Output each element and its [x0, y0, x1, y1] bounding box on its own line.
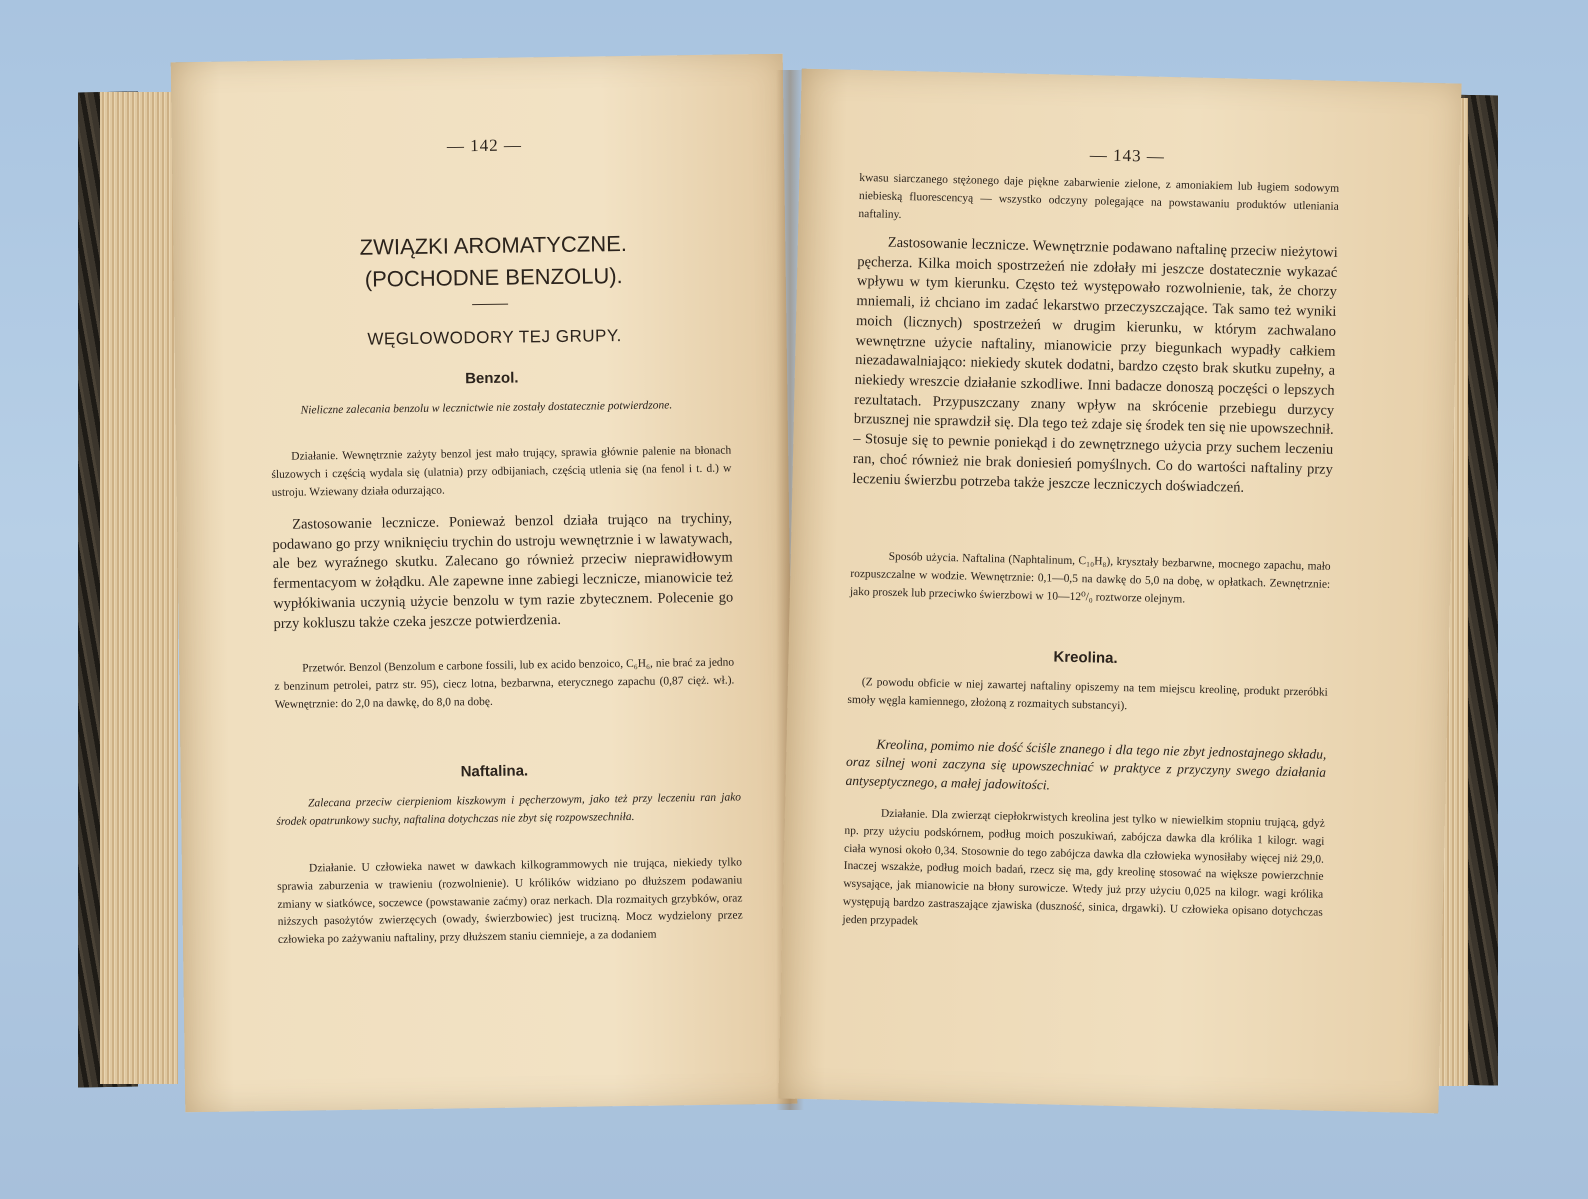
kreolina-intro: Kreolina, pomimo nie dość ściśle znanego i dla tego nie zbyt jednostajnego składu, oraz silnej woni zaczyna się upowszechniać w praktyce z przyczyny swego działania antyseptycznego, a małej jadowitości.	[845, 736, 1327, 793]
section-heading-naftalina: Naftalina.	[460, 762, 529, 781]
benzol-zastosowanie: Zastosowanie lecznicze. Ponieważ benzol działa trująco na trychiny, podawano go przy wniknięciu trychin do ustroju wewnętrznie i w lawatywach, ale bez wyraźnego skutku. Zalecano go również przeciw nieprawidłowym fermentacyom w żołądku. Ale zapewne inne zabiegi lecznicze, mianowicie też wypłókiwania uczynią użycie benzolu w tym razie zbytecznem. Polecenie go przy kokluszu także czeka jeszcze potwierdzenia.	[272, 510, 734, 632]
naftalina-zastosowanie: Zastosowanie lecznicze. Wewnętrznie podawano naftalinę przeciw nieżytowi pęcherza. Kilka moich spostrzeżeń nie zdołały mi jeszcze dostatecznie wykazać wpływu w tym kierunku. Często też występowało rozwolnienie, tak, że chorzy mniemali, iż chciano im zadać lekarstwo przeczyszczające. Tak samo też wyniki moich (licznych) spostrzeżeń w drugim kierunku, w którym zachwalano wewnętrzne użycie naftaliny, mianowicie przy biegunkach wypadły całkiem niezadawalniająco: niekiedy skutek dodatni, bardzo często brak skutku zupełny, a niekiedy wreszcie działanie szkodliwe. Inni badacze donoszą poczęści o lepszych rezultatach. Przypuszczany znany wpływ na skrócenie przebiegu durzycy brzusznej nie sprawdził się. Dla tego też zdaje się środek ten się nie upowszechnił. – Stosuje się to pewnie poniekąd i do zewnętrznego użycia przy suchem leczeniu ran, choć również nie brak doniesień pomyślnych. Co do wartości naftaliny przy leczeniu świerzbu potrzeba także jeszcze leczniczych doświadczeń.	[852, 234, 1338, 496]
benzol-dzialanie: Działanie. Wewnętrznie zażyty benzol jest mało trujący, sprawia głównie palenie na błonach śluzowych i częścią wydala się (ulatnia) przy odbijaniach, częścią utlenia się (na fenol i t. d.) w ustroju. Wziewany działa odurzająco.	[271, 444, 732, 499]
chapter-title-line2: (POCHODNE BENZOLU).	[364, 262, 623, 292]
naftalina-intro: Zalecana przeciw cierpieniom kiszkowym i pęcherzowym, jako też przy leczeniu ran jako środek opatrunkowy suchy, naftalina dotychczas nie zbyt się rozpowszechniła.	[276, 791, 742, 828]
naftalina-sposob-uzycia: Sposób użycia. Naftalina (Naphtalinum, C₁₀H₈), kryształy bezbarwne, mocnego zapachu, mało rozpuszczalne w wodzie. Wewnętrznie: 0,1—0,5 na dawkę do 5,0 na dobę, w opłatkach. Zewnętrznie: jako proszek lub przeciwko świerzbowi w 10—12⁰/₀ roztworze olejnym.	[849, 550, 1331, 606]
chapter-title	[293, 227, 694, 296]
kreolina-dzialanie: Działanie. Dla zwierząt ciepłokrwistych kreolina jest tylko w niewielkim stopniu trującą, gdyż np. przy użyciu podskórnem, podług moich poszukiwań, zabójcza dawka dla królika 1 kilogr. wagi ciała wynosi około 0,34. Stosownie do tego zabójcza dawka dla człowieka wynosiłaby więcej niż 29,0. Inaczej wszakże, podług moich badań, rzecz się ma, gdy kreolinę stosować na większe powierzchnie wsysające, jak mianowicie na błony surowicze. Wtedy już przy użyciu 0,025 na kilogr. wagi królika występują bardzo zastraszające zjawiska (duszność, sinica, drgawki). U człowieka opisano dotychczas jeden przypadek	[842, 807, 1325, 928]
section-heading-kreolina: Kreolina.	[1053, 648, 1118, 667]
left-page	[171, 54, 798, 1112]
page-number: — 143 —	[1089, 145, 1166, 166]
benzol-intro: Nieliczne zalecania benzolu w lecznictwie nie zostały dostatecznie potwierdzone.	[300, 399, 673, 417]
section-subtitle: WĘGLOWODORY TEJ GRUPY.	[367, 326, 622, 349]
naftalina-dzialanie: Działanie. U człowieka nawet w dawkach kilkogrammowych nie trująca, niekiedy tylko sprawia zaburzenia w trawieniu (rozwolnienie). U królików widziano po dłuższem podawaniu zmiany w siatkówce, soczewce (powstawanie zaćmy) oraz nerkach. Dla rozmaitych grzybków, oraz niższych pasożytów zwierzęcych (owady, świerzbowiec) jest trucizną. Mocz wydzielony przez człowieka po zażywaniu naftaliny, przy dłuższem staniu ciemnieje, a za dodaniem	[277, 856, 743, 947]
page-number: — 142 —	[446, 135, 523, 156]
title-divider	[472, 304, 508, 306]
left-page-edges	[100, 92, 178, 1084]
right-page	[778, 69, 1461, 1114]
kreolina-note: (Z powodu obficie w niej zawartej naftaliny opiszemy na tem miejscu kreolinę, produkt przeróbki smoły węgla kamiennego, złożoną z rozmaitych substancyi).	[847, 676, 1328, 713]
benzol-przetwor: Przetwór. Benzol (Benzolum e carbone fossili, lub ex acido benzoico, C₆H₆, nie brać za jedno z benzinum petrolei, patrz str. 95), ciecz lotna, bezbarwna, eterycznego zapachu (0,87 cięż. wł.). Wewnętrznie: do 2,0 na dawkę, do 8,0 na dobę.	[274, 656, 735, 711]
naftalina-continuation: kwasu siarczanego stężonego daje piękne zabarwienie zielone, z amoniakiem lub ługiem sodowym niebieską fluorescencyą — wszystko odczyny polegające na powstawaniu produktów utleniania naftaliny.	[858, 171, 1340, 221]
chapter-title-line1: ZWIĄZKI AROMATYCZNE.	[359, 230, 628, 260]
section-heading-benzol: Benzol.	[465, 369, 519, 388]
